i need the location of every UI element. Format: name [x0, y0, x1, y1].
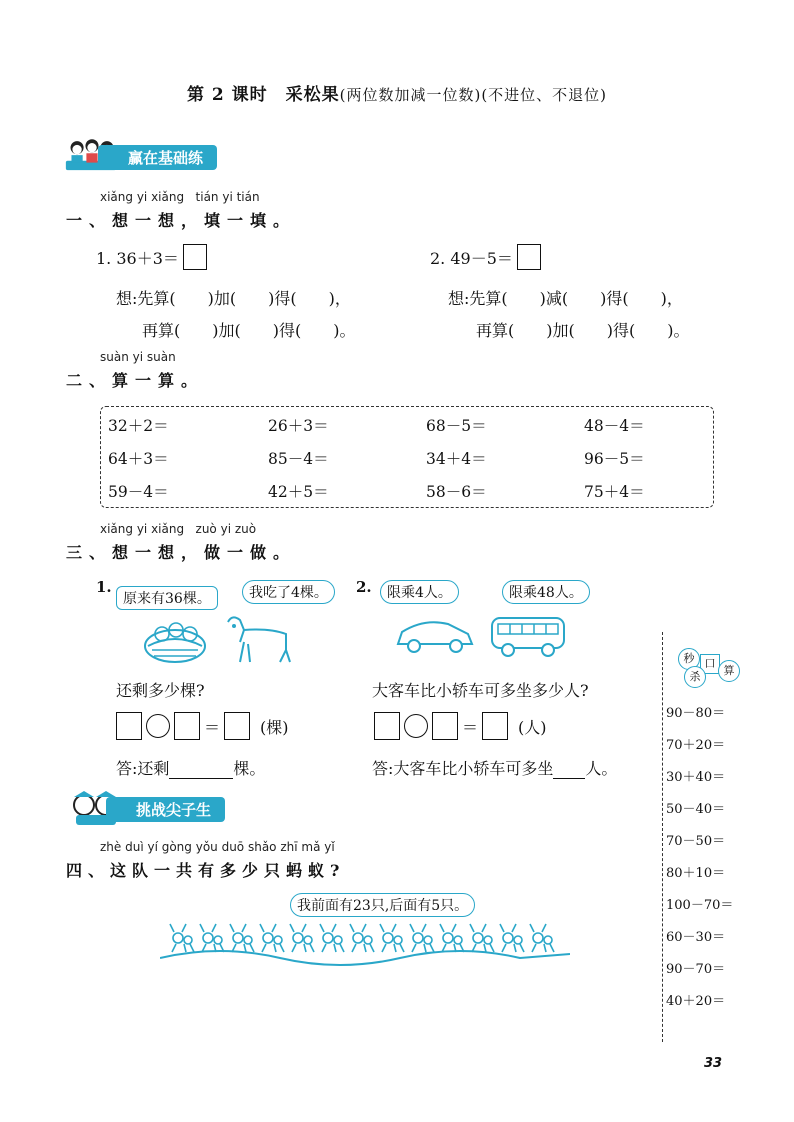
sidebar-item: 40＋20＝ [666, 994, 726, 1009]
sidebar-char: 口 [700, 654, 720, 674]
speech-bubble: 我吃了4棵。 [242, 580, 335, 604]
calc-item: 32＋2＝ [108, 417, 169, 435]
speech-bubble: 限乘48人。 [502, 580, 590, 604]
q3-p2-answer [372, 756, 617, 779]
answer-box[interactable] [374, 712, 400, 740]
q1-pinyin: xiǎng yi xiǎng tián yi tián [100, 190, 260, 204]
operator-circle[interactable] [404, 714, 428, 738]
sidebar-item: 90－70＝ [666, 962, 726, 977]
q3-p1-equation: ＝ (棵) [116, 712, 289, 740]
ant-line-icon [160, 914, 570, 970]
page-title [0, 80, 794, 105]
q3-p2-number: 2. [356, 578, 372, 596]
q1-heading: 一、想一想，填一填。 [66, 211, 297, 230]
sidebar-item: 60－30＝ [666, 930, 726, 945]
q3-p1-question: 还剩多少棵? [116, 681, 205, 700]
answer-prefix: 答:大客车比小轿车可多坐 [372, 759, 554, 778]
q3-p2-question: 大客车比小轿车可多坐多少人? [372, 681, 589, 700]
answer-box[interactable] [183, 244, 207, 270]
sidebar-char: 秒 [678, 648, 700, 670]
q3-p1-number: 1. [96, 578, 112, 596]
section-badge-challenge [68, 792, 225, 826]
q2-pinyin: suàn yi suàn [100, 350, 176, 364]
badge-label: 挑战尖子生 [106, 797, 225, 822]
q1-p1-line1: 想:先算( )加( )得( )， [116, 289, 351, 308]
section-badge-basic [64, 140, 217, 174]
answer-suffix: 棵。 [233, 759, 266, 778]
answer-blank[interactable] [169, 759, 233, 779]
q1-p2-line1: 想:先算( )减( )得( )， [448, 289, 683, 308]
answer-blank[interactable] [553, 759, 585, 779]
car-and-bus-icon [394, 612, 574, 658]
q1-p1-line2: 再算( )加( )得( )。 [142, 321, 356, 340]
q3-p2-equation: ＝ (人) [374, 712, 547, 740]
calc-item: 96－5＝ [584, 450, 645, 468]
sidebar-header [678, 648, 740, 688]
q3-heading: 三、想一想，做一做。 [66, 543, 297, 562]
q1-p2-expr: 2. 49－5＝ [430, 248, 513, 268]
sidebar-item: 50－40＝ [666, 802, 726, 817]
q1-p2-line2: 再算( )加( )得( )。 [476, 321, 690, 340]
title-sub: (两位数加减一位数)(不进位、不退位) [339, 86, 608, 104]
q4-heading: 四、这队一共有多少只蚂蚁? [66, 861, 346, 880]
sidebar-char: 算 [718, 660, 740, 682]
answer-box[interactable] [224, 712, 250, 740]
calc-item: 26＋3＝ [268, 417, 329, 435]
unit-label: (人) [518, 717, 547, 737]
q3-p1-answer [116, 756, 265, 779]
calc-item: 34＋4＝ [426, 450, 487, 468]
answer-box[interactable] [432, 712, 458, 740]
q1-problem2 [430, 244, 541, 270]
q1-p1-expr: 1. 36＋3＝ [96, 248, 179, 268]
answer-box[interactable] [174, 712, 200, 740]
answer-box[interactable] [517, 244, 541, 270]
answer-box[interactable] [482, 712, 508, 740]
page-number: 33 [704, 1056, 723, 1071]
speech-bubble: 原来有36棵。 [116, 586, 218, 610]
speech-bubble: 我前面有23只,后面有5只。 [290, 893, 475, 917]
calc-item: 48－4＝ [584, 417, 645, 435]
badge-label: 赢在基础练 [98, 145, 217, 170]
answer-suffix: 人。 [585, 759, 618, 778]
sidebar-item: 30＋40＝ [666, 770, 726, 785]
answer-prefix: 答:还剩 [116, 759, 170, 778]
q4-pinyin: zhè duì yí gòng yǒu duō shǎo zhī mǎ yǐ [100, 840, 335, 854]
q2-heading: 二、算一算。 [66, 371, 205, 390]
unit-label: (棵) [260, 717, 289, 737]
calc-item: 59－4＝ [108, 483, 169, 501]
basket-and-goat-icon [140, 612, 300, 664]
operator-circle[interactable] [146, 714, 170, 738]
sidebar-item: 80＋10＝ [666, 866, 726, 881]
calc-item: 64＋3＝ [108, 450, 169, 468]
calc-item: 85－4＝ [268, 450, 329, 468]
sidebar-item: 70－50＝ [666, 834, 726, 849]
calc-item: 58－6＝ [426, 483, 487, 501]
sidebar-item: 70＋20＝ [666, 738, 726, 753]
answer-box[interactable] [116, 712, 142, 740]
sidebar-item: 90－80＝ [666, 706, 726, 721]
calc-item: 42＋5＝ [268, 483, 329, 501]
calc-item: 75＋4＝ [584, 483, 645, 501]
sidebar-item: 100－70＝ [666, 898, 734, 913]
q3-pinyin: xiǎng yi xiǎng zuò yi zuò [100, 522, 257, 536]
calc-item: 68－5＝ [426, 417, 487, 435]
title-main: 第 2 课时 采松果 [186, 85, 340, 105]
sidebar-char: 杀 [684, 666, 706, 688]
q1-problem1 [96, 244, 207, 270]
speech-bubble: 限乘4人。 [380, 580, 459, 604]
